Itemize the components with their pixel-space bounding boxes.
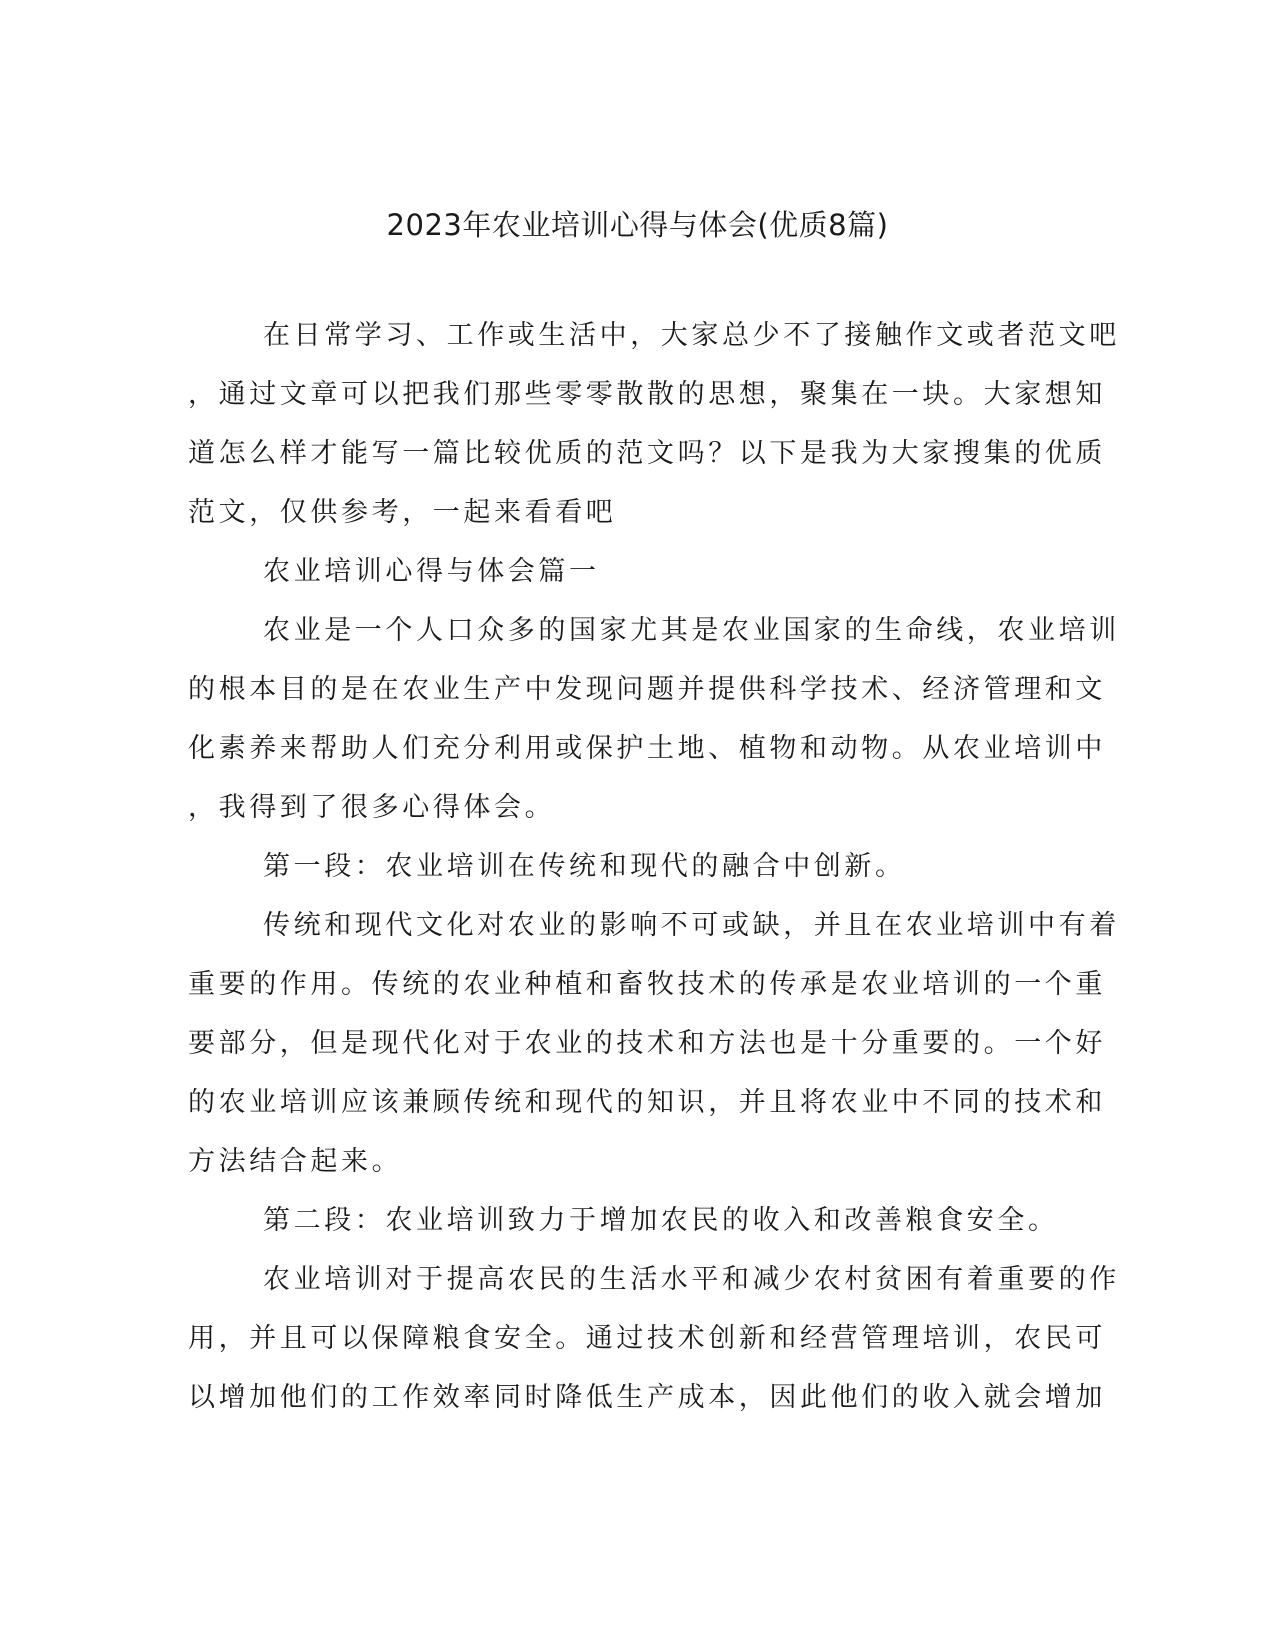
paragraph-line: 方法结合起来。 <box>188 1146 403 1177</box>
paragraph-line: 重要的作用。传统的农业种植和畜牧技术的传承是农业培训的一个重 <box>188 969 1106 1000</box>
paragraph-line: 农业培训对于提高农民的生活水平和减少农村贫困有着重要的作 <box>263 1264 1120 1295</box>
paragraph-line: 传统和现代文化对农业的影响不可或缺，并且在农业培训中有着 <box>263 910 1120 941</box>
document-title: 2023年农业培训心得与体会(优质8篇) <box>386 208 889 242</box>
section-heading: 农业培训心得与体会篇一 <box>263 556 600 587</box>
paragraph-line: 的农业培训应该兼顾传统和现代的知识，并且将农业中不同的技术和 <box>188 1087 1106 1118</box>
paragraph-line: ，我得到了很多心得体会。 <box>188 792 556 823</box>
paragraph-line: 化素养来帮助人们充分利用或保护土地、植物和动物。从农业培训中 <box>188 733 1106 764</box>
paragraph-line: 要部分，但是现代化对于农业的技术和方法也是十分重要的。一个好 <box>188 1028 1106 1059</box>
paragraph-line: 道怎么样才能写一篇比较优质的范文吗？以下是我为大家搜集的优质 <box>188 438 1106 469</box>
paragraph-line: 农业是一个人口众多的国家尤其是农业国家的生命线，农业培训 <box>263 615 1120 646</box>
paragraph-line: ，通过文章可以把我们那些零零散散的思想，聚集在一块。大家想知 <box>188 379 1106 410</box>
section-heading: 第二段：农业培训致力于增加农民的收入和改善粮食安全。 <box>263 1205 1059 1236</box>
paragraph-line: 的根本目的是在农业生产中发现问题并提供科学技术、经济管理和文 <box>188 674 1106 705</box>
paragraph-line: 在日常学习、工作或生活中，大家总少不了接触作文或者范文吧 <box>263 320 1120 351</box>
paragraph-line: 用，并且可以保障粮食安全。通过技术创新和经营管理培训，农民可 <box>188 1323 1106 1354</box>
section-heading: 第一段：农业培训在传统和现代的融合中创新。 <box>263 851 906 882</box>
paragraph-line: 以增加他们的工作效率同时降低生产成本，因此他们的收入就会增加 <box>188 1382 1106 1413</box>
paragraph-line: 范文，仅供参考，一起来看看吧 <box>188 497 617 528</box>
